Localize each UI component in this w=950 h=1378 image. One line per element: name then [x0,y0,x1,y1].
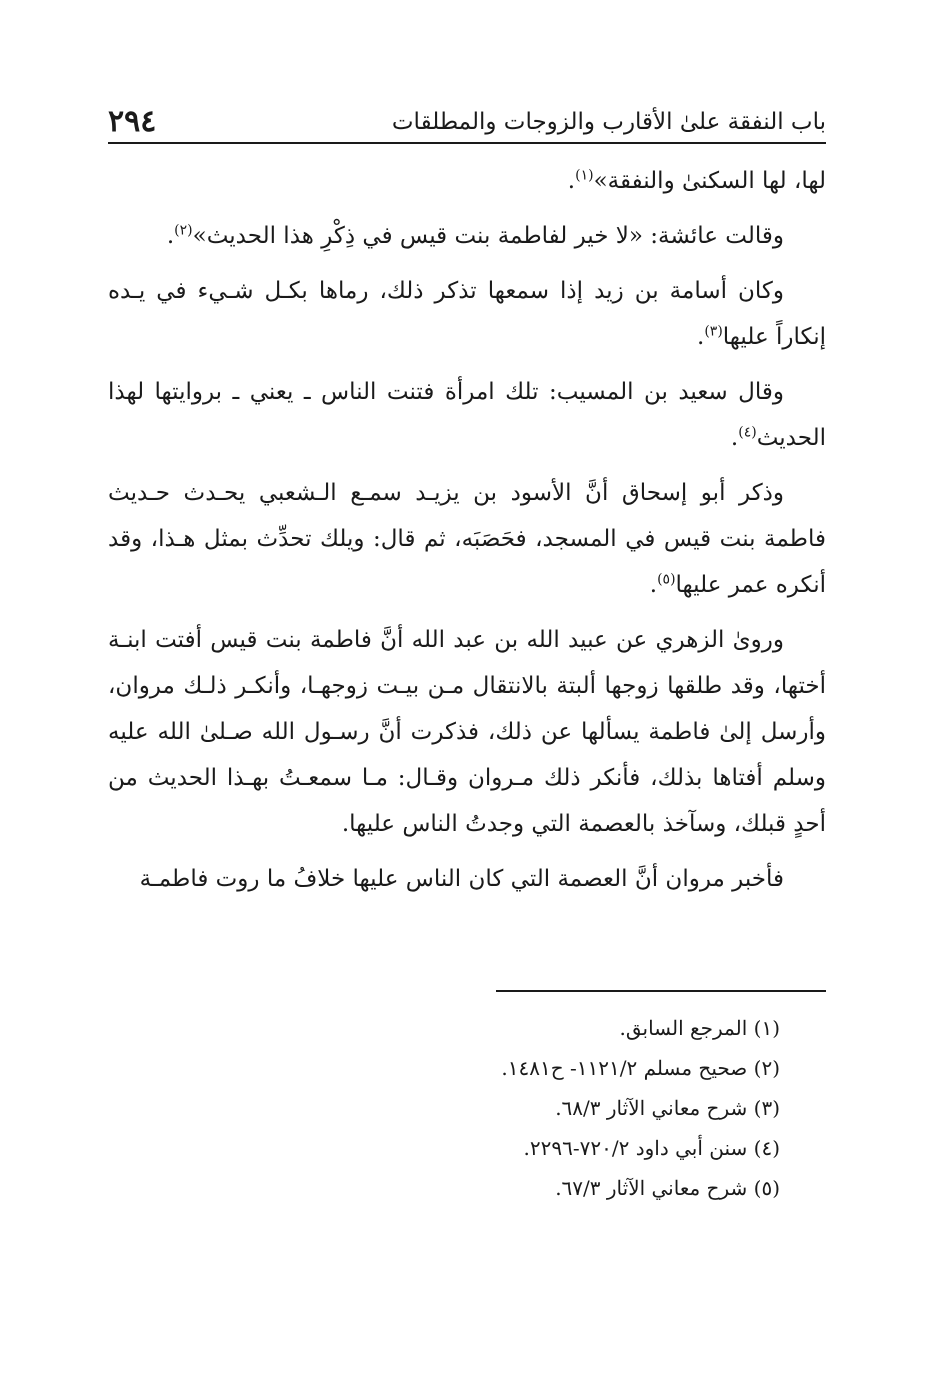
footnote-5: (٥) شرح معاني الآثار ٦٧/٣. [555,1176,780,1200]
footnote-ref: (٥) [657,571,676,588]
footnote-2: (٢) صحيح مسلم ١١٢١/٢- ح١٤٨١. [501,1056,780,1080]
paragraph-1: لها، لها السكنىٰ والنفقة»$^{(١)}$. [567,167,826,194]
footnote-ref: (٤) [738,424,757,441]
running-title: باب النفقة علىٰ الأقارب والزوجات والمطلقات [391,109,826,135]
paragraph-2: وقالت عائشة: «لا خير لفاطمة بنت قيس في ذِكْرِ هذا الحديث»$^{(٢)}$. [166,222,784,249]
footnote-ref: (٣) [704,323,723,340]
footnote-3: (٣) شرح معاني الآثار ٦٨/٣. [555,1096,780,1120]
paragraph-7: فأخبر مروان أنَّ العصمة التي كان الناس عليها خلافُ ما روت فاطمـة [139,866,784,892]
footnote-rule [496,990,826,992]
footnote-4: (٤) سنن أبي داود ٧٢٠/٢-٢٢٩٦. [523,1136,780,1160]
footnotes [108,1008,826,1208]
paragraph-6: ورویٰ الزهري عن عبيد الله بن عبد الله أنَّ فاطمة بنت قيس أفتت ابنـة أختها، وقد طلقها زوجها ألبتة بالانتقال مـن بيـت زوجهـا، وأنكـر ذلـك مروان، وأرسل إلىٰ فاطمة يسألها عن ذلك، فذكرت أنَّ رسـول الله صـلىٰ الله عليه وسلم أفتاها بذلك، فأنكر ذلك مـروان وقـال: مـا سمعـتُ بهـذا الحديث من أحدٍ قبلك، وسآخذ بالعصمة التي وجدتُ الناس عليها. [108,627,826,837]
footnote-ref: (١) [575,167,594,184]
footnote-ref: (٢) [174,222,193,239]
page-number: ٢٩٤ [108,104,157,139]
body-text [108,158,826,911]
header-rule [108,142,826,144]
paragraph-3: وكان أسامة بن زيد إذا سمعها تذكر ذلك، رماها بكـل شـيء في يـده إنكاراً عليها$^{(٣)}$. [108,278,826,350]
paragraph-4: وقال سعيد بن المسيب: تلك امرأة فتنت الناس ـ يعني ـ بروايتها لهذا الحديث$^{(٤)}$. [108,379,826,451]
page-header [108,96,826,142]
paragraph-5: وذكر أبو إسحاق أنَّ الأسود بن يزيـد سمـع الـشعبي يحـدث حـديث فاطمة بنت قيس في المسجد، فحَصَبَه، ثم قال: ويلك تحدِّث بمثل هـذا، وقد أنكره عمر عليها$^{(٥)}$. [108,480,826,598]
footnote-1: (١) المرجع السابق. [619,1016,780,1040]
